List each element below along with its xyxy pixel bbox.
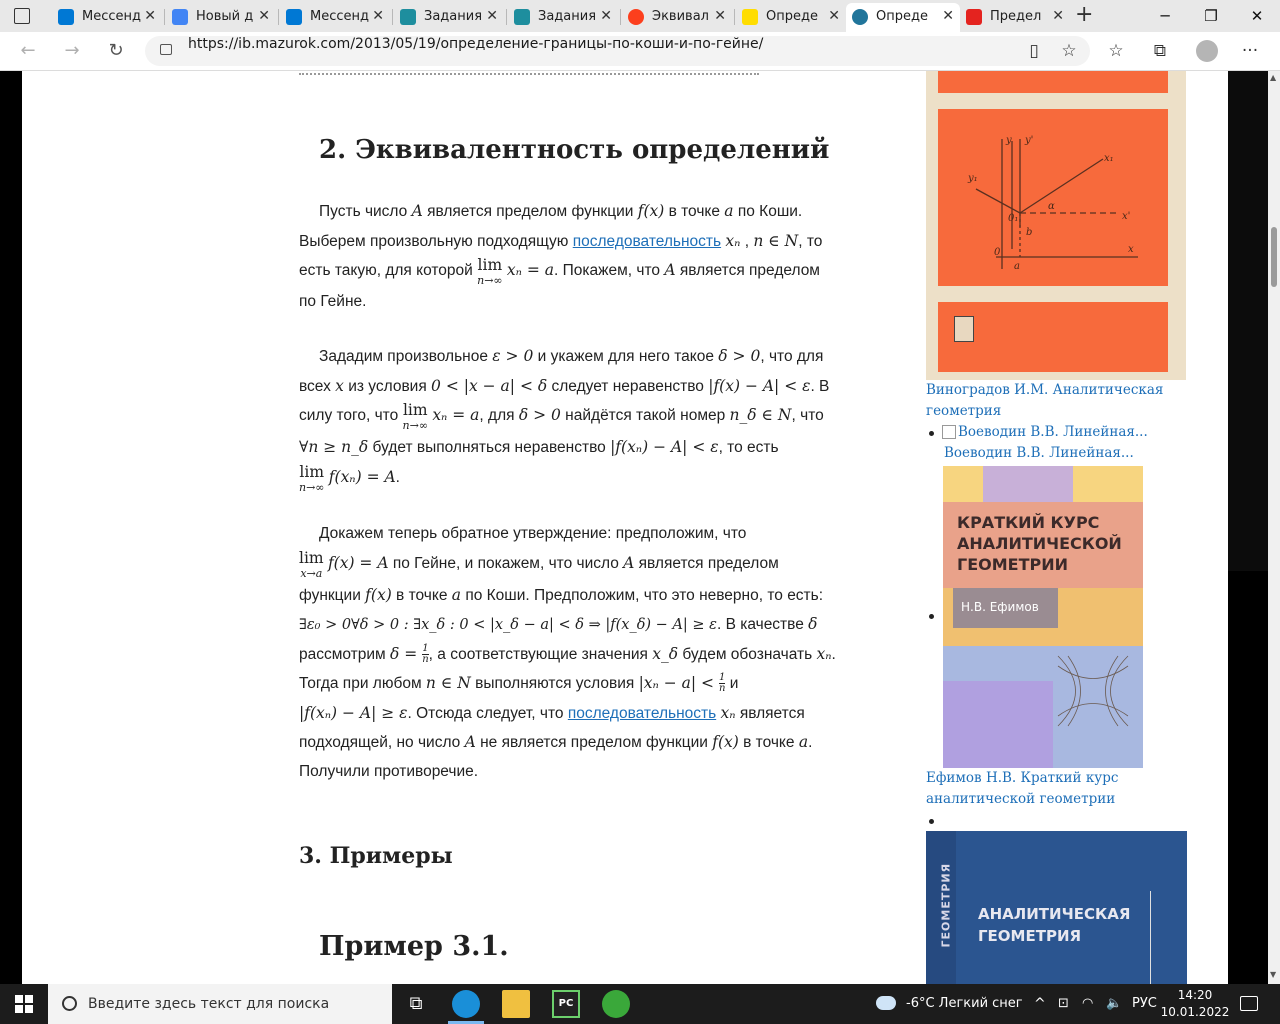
search-placeholder: Введите здесь текст для поиска	[88, 996, 330, 1012]
messenger-icon	[286, 9, 302, 25]
lock-icon[interactable]	[160, 44, 172, 55]
tab-separator	[620, 9, 621, 25]
minimize-icon[interactable]: ─	[1160, 7, 1170, 25]
close-icon[interactable]: ✕	[372, 8, 384, 24]
tab-separator	[392, 9, 393, 25]
paragraph-1: Пусть число A является пределом функции f(x) в точке a по Коши. Выберем произвольную подходящую последовательность xₙ , n ∈ N, то есть такую, для которой lim n→∞ xₙ = a. Покажем, что A является пределом по Гейне.	[299, 202, 823, 310]
tab-messenger-2[interactable]: Мессенд ✕	[280, 3, 390, 32]
svg-text:x: x	[1128, 244, 1134, 255]
close-icon[interactable]: ✕	[486, 8, 498, 24]
tab-separator	[734, 9, 735, 25]
list-bullet	[929, 431, 934, 436]
classroom-icon	[514, 9, 530, 25]
coordinate-axes-figure	[938, 109, 1168, 286]
scroll-up-icon[interactable]: ▲	[1270, 73, 1277, 82]
heading-equivalence: 2. Эквивалентность определений	[319, 135, 830, 165]
tab-yaklass[interactable]: Опреде ✕	[736, 3, 846, 32]
tab-messenger-1[interactable]: Мессенд ✕	[52, 3, 162, 32]
url-text[interactable]: https://ib.mazurok.com/2013/05/19/определение-границы-по-коши-и-по-гейне/	[188, 36, 764, 52]
svg-text:α: α	[1048, 201, 1055, 212]
yaklass-icon	[742, 9, 758, 25]
page-scrollbar[interactable]	[1268, 71, 1280, 984]
sequence-link-2[interactable]: последовательность	[567, 704, 717, 722]
heading-example-3-1: Пример 3.1.	[319, 931, 509, 962]
weather-text[interactable]: -6°C Легкий снег	[906, 996, 1023, 1011]
heading-examples: 3. Примеры	[299, 843, 453, 869]
close-icon[interactable]: ✕	[1052, 8, 1064, 24]
volume-icon[interactable]: 🔈	[1106, 996, 1123, 1011]
favorites-icon[interactable]: ☆	[1108, 41, 1124, 61]
tab-znanija[interactable]: Предел ✕	[960, 3, 1070, 32]
svg-text:x₁: x₁	[1104, 153, 1114, 164]
wifi-icon[interactable]: ◠	[1082, 996, 1094, 1011]
restore-icon[interactable]: ❐	[1204, 7, 1218, 25]
book-link-voevodin[interactable]: Воеводин В.В. Линейная... Воеводин В.В. Линейная...	[944, 424, 1148, 461]
tab-wordpress-active[interactable]: Опреде ✕	[846, 3, 960, 32]
address-bar[interactable]	[145, 36, 1090, 66]
book-spine-text: ГЕОМЕТРИЯ	[939, 862, 953, 948]
search-icon	[62, 996, 77, 1011]
scroll-down-icon[interactable]: ▼	[1270, 970, 1277, 979]
svg-text:x': x'	[1122, 211, 1131, 222]
reload-icon[interactable]: ↻	[108, 40, 124, 61]
back-icon[interactable]: ←	[20, 40, 36, 61]
znanija-icon	[966, 9, 982, 25]
pycharm-icon[interactable]: PC	[552, 990, 580, 1018]
taskbar-search-box[interactable]	[48, 984, 392, 1024]
window-close-icon[interactable]: ✕	[1250, 7, 1264, 25]
book-cover-title: АНАЛИТИЧЕСКАЯ ГЕОМЕТРИЯ	[978, 905, 1131, 945]
network-icon[interactable]: ⊡	[1058, 996, 1069, 1011]
tab-docs[interactable]: Новый д ✕	[166, 3, 276, 32]
file-explorer-icon[interactable]	[502, 990, 530, 1018]
paragraph-3: Докажем теперь обратное утверждение: предположим, что lim x→a f(x) = A по Гейне, и покажем, что число A является пределом функции f(x) в точке a по Коши. Предположим, что это неверно, то есть: ∃ε₀ > 0∀δ > 0 : ∃x_δ : 0 < |x_δ − a| < δ ⇒ |f(x_δ) − A| ≥ ε. В качестве δ рассмотрим $\delta = \frac{1}{n}$, а соответствующие значения x_δ будем обозначать xₙ. Тогда при любом n ∈ N выполняются условия $|x_n - a| < \frac{1}{n}$ и |f(xₙ) − A| ≥ ε. Отсюда следует, что последовательность xₙ является подходящей, но число A не является пределом функции f(x) в точке a. Получили противоречие.	[299, 525, 836, 780]
windows-taskbar	[0, 984, 1280, 1024]
reader-view-icon[interactable]: ▯	[1029, 41, 1039, 61]
weather-icon[interactable]	[876, 996, 896, 1010]
scrollbar-thumb[interactable]	[1271, 227, 1277, 287]
add-favorite-icon[interactable]: ☆	[1061, 41, 1077, 61]
close-icon[interactable]: ✕	[144, 8, 156, 24]
tab-yandex[interactable]: Эквивал ✕	[622, 3, 732, 32]
clock-date: 10.01.2022	[1160, 1005, 1230, 1019]
utorrent-icon[interactable]	[602, 990, 630, 1018]
profile-avatar[interactable]	[1196, 40, 1218, 62]
task-view-icon[interactable]: ⧉	[409, 993, 423, 1014]
svg-text:0: 0	[994, 247, 1001, 258]
svg-text:a: a	[1014, 261, 1020, 272]
wordpress-icon	[852, 9, 868, 25]
clock-time: 14:20	[1177, 988, 1213, 1002]
svg-text:0₁: 0₁	[1008, 213, 1019, 224]
page-background-dark	[1228, 71, 1268, 571]
page-content	[22, 71, 1228, 984]
publisher-logo-icon	[954, 316, 974, 342]
close-icon[interactable]: ✕	[258, 8, 270, 24]
messenger-icon	[58, 9, 74, 25]
book-caption-vinogradov[interactable]: Виноградов И.М. Аналитическая геометрия	[926, 382, 1164, 419]
book-cover-author: Н.В. Ефимов	[961, 600, 1039, 614]
tab-classroom-1[interactable]: Задания ✕	[394, 3, 504, 32]
language-indicator[interactable]: РУС	[1132, 996, 1157, 1011]
svg-text:y: y	[1006, 135, 1012, 146]
svg-text:b: b	[1026, 227, 1033, 238]
tab-separator	[506, 9, 507, 25]
classroom-icon	[400, 9, 416, 25]
paragraph-2: Зададим произвольное ε > 0 и укажем для него такое δ > 0, что для всех x из условия 0 < |x − a| < δ следует неравенство |f(x) − A| < ε. В силу того, что lim n→∞ xₙ = a, для δ > 0 найдётся такой номер n_δ ∈ N, что ∀n ≥ n_δ будет выполняться неравенство |f(xₙ) − A| < ε, то есть lim n→∞ f(xₙ) = A.	[299, 347, 830, 494]
book-caption-efimov[interactable]: Ефимов Н.В. Краткий курс аналитической геометрии	[926, 770, 1119, 807]
tab-actions-icon[interactable]	[14, 8, 30, 24]
tab-separator	[278, 9, 279, 25]
svg-text:y': y'	[1025, 135, 1034, 146]
close-icon[interactable]: ✕	[714, 8, 726, 24]
tray-overflow-icon[interactable]: ^	[1034, 996, 1046, 1012]
book-cover-analytic-geometry[interactable]	[926, 831, 1187, 984]
svg-text:y₁: y₁	[968, 173, 978, 184]
sequence-link[interactable]: последовательность	[572, 232, 722, 250]
book-cover-vinogradov[interactable]	[926, 71, 1186, 380]
browser-toolbar	[0, 32, 1280, 71]
tab-separator	[164, 9, 165, 25]
yandex-icon	[628, 9, 644, 25]
close-icon[interactable]: ✕	[600, 8, 612, 24]
clipped-text-line	[299, 71, 759, 75]
edge-icon[interactable]	[452, 990, 480, 1018]
notifications-icon[interactable]	[1240, 996, 1258, 1011]
new-tab-icon[interactable]: +	[1075, 2, 1094, 27]
close-icon[interactable]: ✕	[942, 8, 954, 24]
windows-start-icon[interactable]	[15, 995, 33, 1013]
menu-icon[interactable]: ···	[1241, 41, 1259, 61]
docs-icon	[172, 9, 188, 25]
tab-strip	[0, 0, 1280, 32]
list-bullet	[929, 614, 934, 619]
collections-icon[interactable]: ⧉	[1153, 41, 1167, 61]
page-viewport	[0, 71, 1268, 984]
close-icon[interactable]: ✕	[828, 8, 840, 24]
clock[interactable]	[1160, 987, 1230, 1021]
tab-classroom-2[interactable]: Задания ✕	[508, 3, 618, 32]
book-cover-title: КРАТКИЙ КУРС АНАЛИТИЧЕСКОЙ ГЕОМЕТРИИ	[957, 513, 1122, 574]
list-bullet	[929, 819, 934, 824]
book-cover-efimov[interactable]	[943, 466, 1143, 768]
forward-icon[interactable]: →	[64, 40, 80, 61]
hyperbola-figure	[1053, 651, 1133, 731]
